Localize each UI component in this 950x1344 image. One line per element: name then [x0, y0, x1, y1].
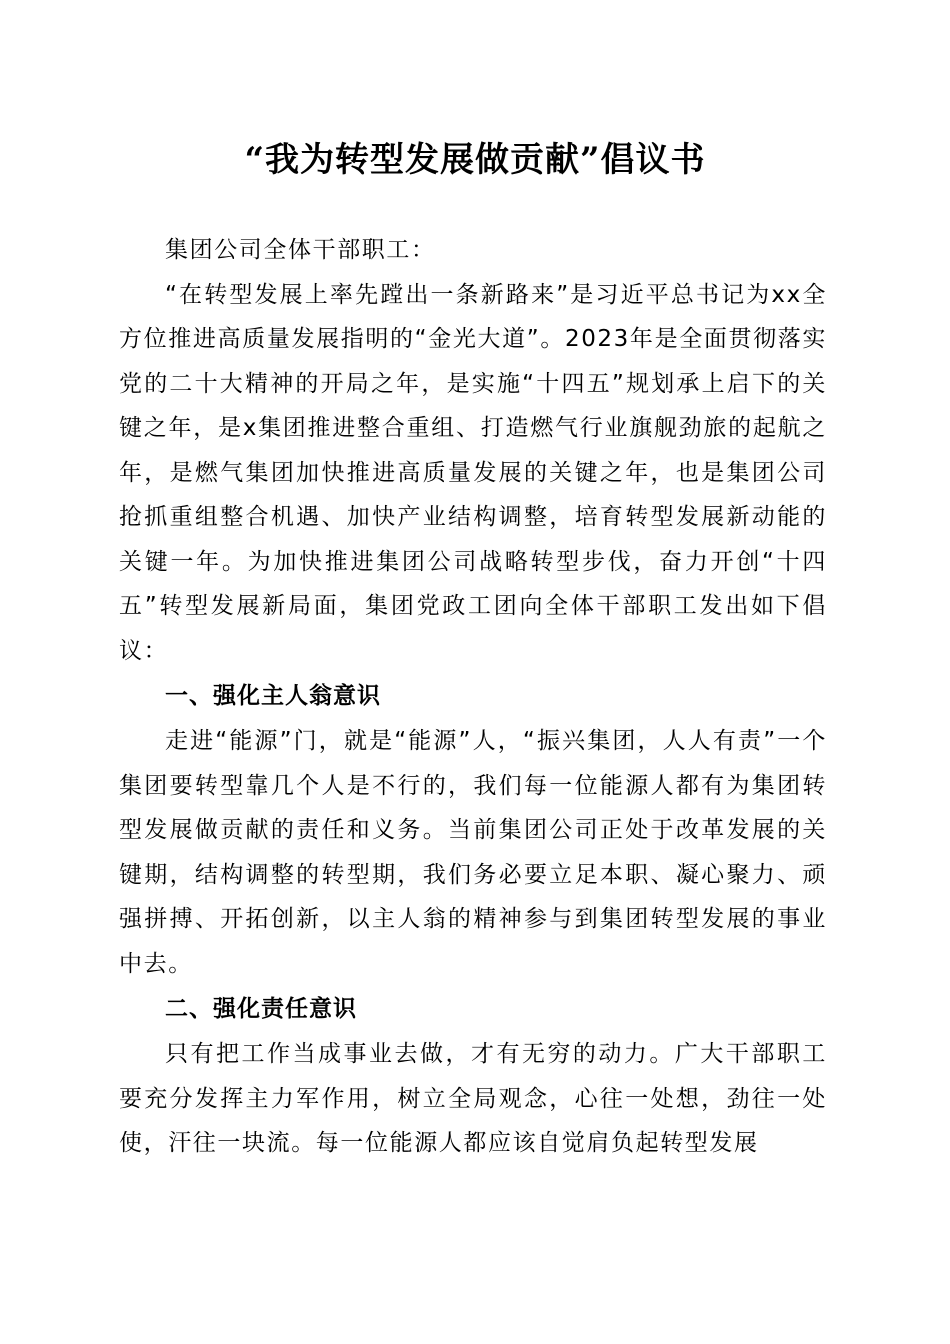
section-1-paragraph: 走进“能源”门，就是“能源”人，“振兴集团，人人有责”一个集团要转型靠几个人是不行的，我们每一位能源人都有为集团转型发展做贡献的责任和义务。当前集团公司正处于改革发展的关键期，结构调整的转型期，我们务必要立足本职、凝心聚力、顽强拼搏、开拓创新，以主人翁的精神参与到集团转型发展的事业中去。 [119, 728, 827, 977]
section-2-paragraph: 只有把工作当成事业去做，才有无穷的动力。广大干部职工要充分发挥主力军作用，树立全局观念，心往一处想，劲往一处使，汗往一块流。每一位能源人都应该自觉肩负起转型发展 [119, 1041, 827, 1156]
section-2-heading: 二、强化责任意识 [165, 996, 357, 1022]
intro-paragraph: “在转型发展上率先蹚出一条新路来”是习近平总书记为xx全方位推进高质量发展指明的“金光大道”。2023年是全面贯彻落实党的二十大精神的开局之年，是实施“十四五”规划承上启下的关键之年，是x集团推进整合重组、打造燃气行业旗舰劲旅的起航之年，是燃气集团加快推进高质量发展的关键之年，也是集团公司抢抓重组整合机遇、加快产业结构调整，培育转型发展新动能的关键一年。为加快推进集团公司战略转型步伐，奋力开创“十四五”转型发展新局面，集团党政工团向全体干部职工发出如下倡议： [119, 281, 827, 664]
section-1-heading: 一、强化主人翁意识 [165, 683, 381, 709]
salutation: 集团公司全体干部职工： [165, 237, 436, 263]
document-title: “我为转型发展做贡献”倡议书 [244, 140, 706, 180]
document-body [119, 228, 827, 1166]
